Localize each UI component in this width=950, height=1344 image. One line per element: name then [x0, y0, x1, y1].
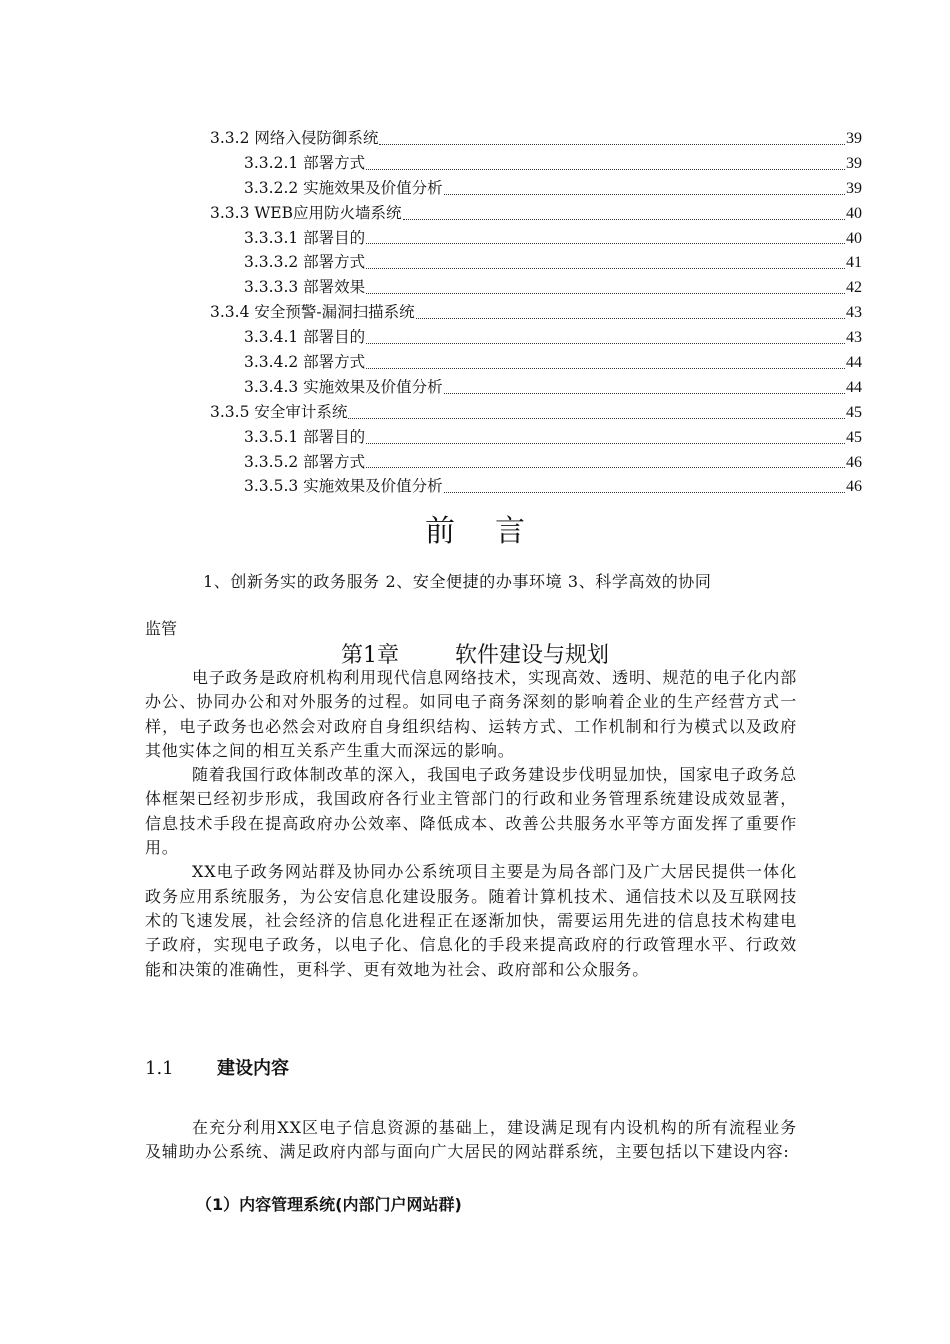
toc-entry[interactable]	[210, 325, 862, 350]
chapter-heading	[0, 638, 950, 669]
paragraph: 在充分利用XX区电子信息资源的基础上，建设满足现有内设机构的所有流程业务及辅助办公系统、满足政府内部与面向广大居民的网站群系统，主要包括以下建设内容:	[145, 1118, 797, 1162]
toc-entry-page: 44	[846, 354, 862, 372]
chapter-number: 第1章	[340, 643, 399, 668]
toc-entry-title: 3.3.2.1 部署方式	[244, 153, 366, 172]
toc-leader	[366, 467, 845, 468]
toc-entry[interactable]	[210, 400, 862, 425]
toc-entry-page: 39	[846, 179, 862, 197]
toc-leader	[366, 443, 845, 444]
paragraph: XX电子政务网站群及协同办公系统项目主要是为局各部门及广大居民提供一体化政务应用系统服务，为公安信息化建设服务。随着计算机技术、通信技术以及互联网技术的飞速发展，社会经济的信息化进程正在逐渐加快，需要运用先进的信息技术构建电子政府，实现电子政务，以电子化、信息化的手段来提高政府的行政管理水平、行政效能和决策的准确性，更科学、更有效地为社会、政府部和公众服务。	[145, 862, 797, 979]
toc-leader	[366, 343, 845, 344]
section-title: 建设内容	[217, 1058, 289, 1079]
toc-entry-page: 43	[846, 329, 862, 347]
toc-entry[interactable]	[210, 350, 862, 375]
toc-entry-title: 3.3.5.1 部署目的	[244, 427, 366, 446]
toc-entry-title: 3.3.4.3 实施效果及价值分析	[244, 377, 443, 396]
toc-entry-title: 3.3.5.2 部署方式	[244, 452, 366, 471]
toc-entry[interactable]	[210, 176, 862, 201]
toc-entry-title: 3.3.4 安全预警-漏洞扫描系统	[210, 303, 415, 322]
toc-entry[interactable]	[210, 474, 862, 499]
section-body	[145, 1116, 797, 1165]
toc-entry[interactable]	[210, 300, 862, 325]
toc-entry[interactable]	[210, 375, 862, 400]
toc-entry-title: 3.3.3 WEB应用防火墙系统	[210, 203, 402, 222]
toc-entry-title: 3.3.5.3 实施效果及价值分析	[244, 477, 443, 496]
toc-entry-page: 39	[846, 130, 862, 147]
toc-entry-page: 40	[846, 229, 862, 247]
paragraph: 随着我国行政体制改革的深入，我国电子政务建设步伐明显加快，国家电子政务总体框架已经初步形成，我国政府各行业主管部门的行政和业务管理系统建设成效显著，信息技术手段在提高政府办公效率、降低成本、改善公共服务水平等方面发挥了重要作用。	[145, 765, 797, 858]
chapter-body	[145, 666, 797, 982]
table-of-contents	[210, 126, 862, 499]
toc-leader	[366, 268, 845, 269]
toc-leader	[379, 144, 845, 145]
toc-entry[interactable]	[210, 250, 862, 275]
toc-entry-page: 43	[846, 304, 862, 322]
toc-entry-page: 39	[846, 154, 862, 172]
toc-leader	[444, 393, 845, 394]
toc-entry[interactable]	[210, 425, 862, 450]
toc-entry-page: 42	[846, 279, 862, 297]
toc-entry-title: 3.3.2.2 实施效果及价值分析	[244, 178, 443, 197]
toc-leader	[366, 169, 845, 170]
toc-leader	[416, 318, 845, 319]
toc-leader	[366, 243, 845, 244]
toc-entry-page: 44	[846, 378, 862, 396]
toc-entry[interactable]	[210, 126, 862, 151]
toc-entry-title: 3.3.3.1 部署目的	[244, 228, 366, 247]
toc-entry-page: 45	[846, 403, 862, 421]
toc-entry[interactable]	[210, 151, 862, 176]
toc-leader	[366, 368, 845, 369]
toc-entry-title: 3.3.2 网络入侵防御系统	[210, 129, 379, 147]
toc-leader	[366, 293, 845, 294]
toc-entry-page: 46	[846, 478, 862, 496]
toc-entry[interactable]	[210, 226, 862, 251]
toc-entry-page: 40	[846, 204, 862, 222]
chapter-title: 软件建设与规划	[454, 643, 609, 668]
toc-entry-page: 46	[846, 453, 862, 471]
toc-leader	[348, 418, 845, 419]
toc-leader	[403, 219, 845, 220]
toc-entry[interactable]	[210, 450, 862, 475]
toc-entry-page: 41	[846, 254, 862, 272]
section-heading	[145, 1054, 289, 1080]
toc-entry[interactable]	[210, 201, 862, 226]
toc-entry-title: 3.3.3.2 部署方式	[244, 253, 366, 272]
toc-entry[interactable]	[210, 275, 862, 300]
toc-entry-page: 45	[846, 428, 862, 446]
preface-summary	[145, 566, 795, 639]
toc-leader	[444, 194, 845, 195]
section-number: 1.1	[145, 1058, 174, 1079]
toc-entry-title: 3.3.5 安全审计系统	[210, 402, 348, 421]
preface-title: 前言	[425, 514, 565, 549]
subheading: （1）内容管理系统(内部门户网站群)	[196, 1195, 462, 1214]
toc-entry-title: 3.3.4.2 部署方式	[244, 353, 366, 372]
toc-entry-title: 3.3.3.3 部署效果	[244, 278, 366, 297]
paragraph: 电子政务是政府机构利用现代信息网络技术，实现高效、透明、规范的电子化内部办公、协同办公和对外服务的过程。如同电子商务深刻的影响着企业的生产经营方式一样，电子政务也必然会对政府自身组织结构、运转方式、工作机制和行为模式以及政府其他实体之间的相互关系产生重大而深远的影响。	[145, 668, 797, 760]
summary-line: 1、创新务实的政务服务 2、安全便捷的办事环境 3、科学高效的协同	[203, 572, 712, 591]
toc-entry-title: 3.3.4.1 部署目的	[244, 328, 366, 347]
summary-line: 监管	[145, 619, 178, 638]
toc-leader	[444, 492, 845, 493]
